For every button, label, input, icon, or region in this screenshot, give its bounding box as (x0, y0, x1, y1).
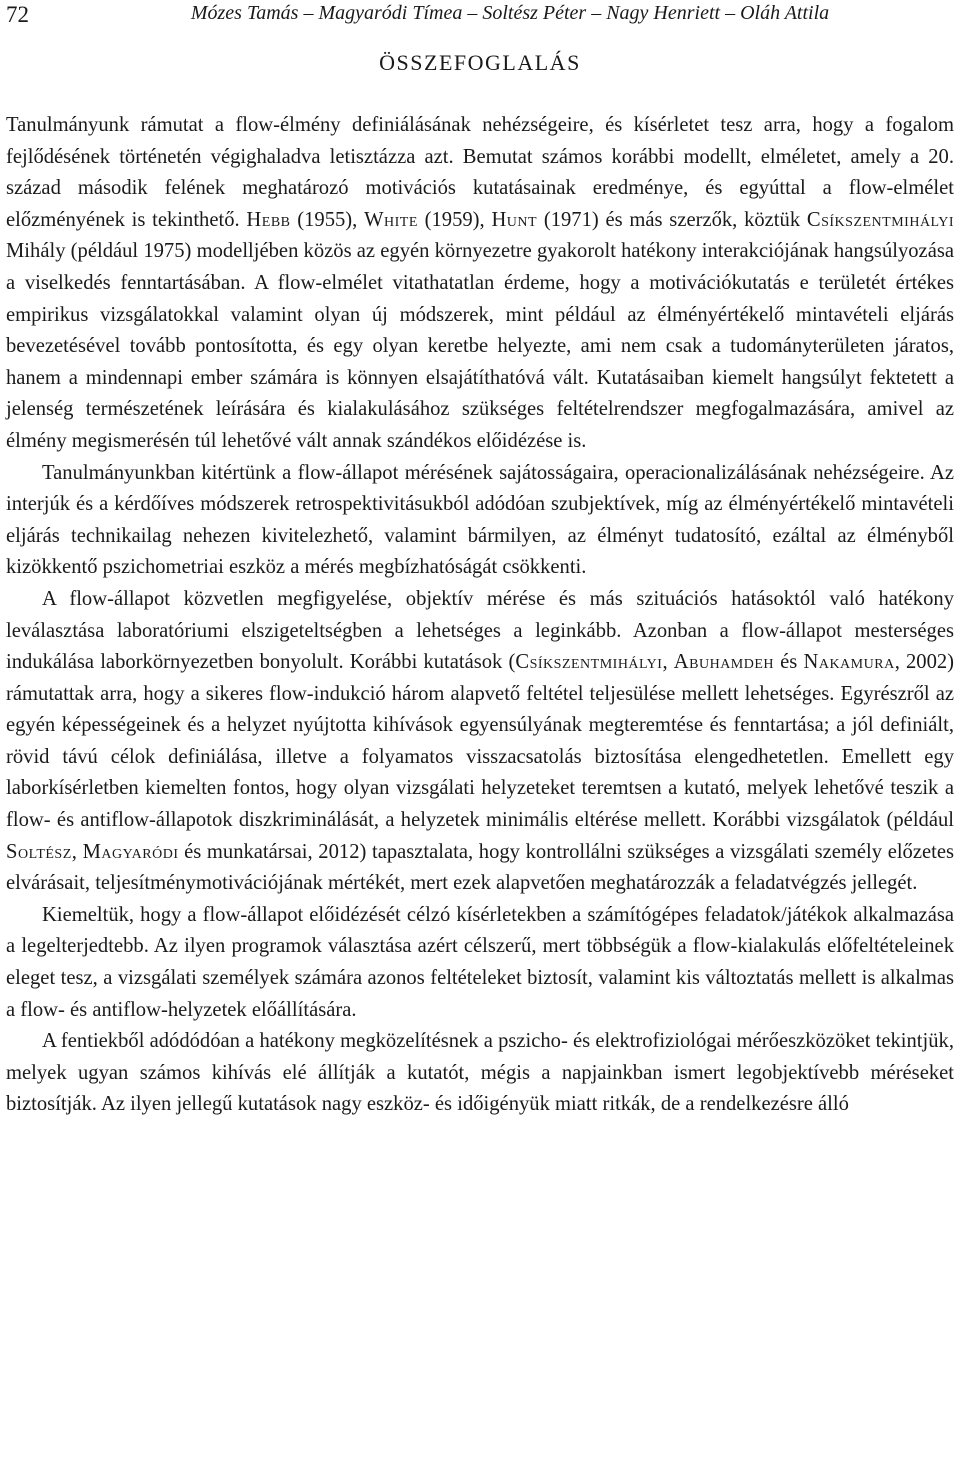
paragraph-2: Tanulmányunkban kitértünk a flow-állapot mérésének sajátosságaira, operacionalizálásának nehézségeire. Az interjúk és a kérdőíves módszerek retrospektivitásukból adódóan szubjektívek, míg az élményértékelő mintavételi eljárás technikailag nehezen kivitelezhető, valamint bármilyen, az élményt tudatosító, ezáltal az élményből kizökkentő pszichometriai eszköz a mérés megbízhatóságát csökkenti. (6, 461, 954, 579)
author-name: White (364, 208, 418, 231)
section-title: ÖSSZEFOGLALÁS (379, 50, 581, 75)
author-name: Hunt (491, 208, 538, 231)
author-name: Csíkszentmihályi (515, 651, 663, 674)
paragraph-1: Tanulmányunk rámutat a flow-élmény definiálásának nehézségeire, és kísérletet tesz arra, hogy a fogalom fejlődésének történetén végighaladva letisztázza azt. Bemutat számos korábbi modellt, elméletet, amely a 20. század második felének meghatározó motivációs kutatásainak eredménye, és egyúttal a flow-elmélet előzményének is tekinthető. Hebb (1955), White (1959), Hunt (1971) és más szerzők, köztük Csíkszentmihályi Mihály (például 1975) modelljében közös az egyén környezetre gyakorolt hatékony interakciójának hangsúlyozása a viselkedés fenntartásában. A flow-elmélet vitathatatlan érdeme, hogy a motivációkutatás e területét értékes empirikus vizsgálatokkal valamint olyan új módszerek, mint például az élményértékelő mintavételi eljárás bevezetésével tovább pontosította, és egy olyan keretbe helyezte, ami nem csak a tudományterületen járatos, hanem a mindennapi ember számára is könnyen elsajátíthatóvá vált. Kutatásaiban kiemelt hangsúlyt fektetett a jelenség természetének leírására és kialakulásához szükséges feltételrendszer megfogalmazására, amivel az élmény megismerésén túl lehetővé vált annak szándékos előidézése is. (6, 114, 954, 452)
author-name: Csíkszentmihályi (806, 208, 954, 231)
running-head-authors: Mózes Tamás – Magyaródi Tímea – Soltész Péter – Nagy Henriett – Oláh Attila (190, 2, 830, 24)
author-name: Magyaródi (82, 840, 179, 863)
author-name: Soltész (6, 840, 72, 863)
page-number: 72 (6, 2, 29, 27)
author-name: Nakamura (803, 651, 895, 674)
paragraph-5: A fentiekből adódódóan a hatékony megközelítésnek a pszicho- és elektrofiziológai mérőeszközöket tekintjük, melyek ugyan számos kihívás elé állítják a kutatót, mégis a napjainkban ismert legobjektívebb méréseket biztosítják. Az ilyen jellegű kutatások nagy eszköz- és időigényük miatt ritkák, de a rendelkezésre álló (6, 1030, 954, 1116)
author-name: Abuhamdeh (673, 651, 775, 674)
article-body (6, 110, 954, 1121)
paragraph-3: A flow-állapot közvetlen megfigyelése, objektív mérése és más szituációs hatásoktól való hatékony leválasztása laboratóriumi elszigeteltségben a lehetséges a leginkább. Azonban a flow-állapot mesterséges indukálása laborkörnyezetben bonyolult. Korábbi kutatások (Csíkszentmihályi, Abuhamdeh és Nakamura, 2002) rámutattak arra, hogy a sikeres flow-indukció három alapvető feltétel teljesülése mellett lehetséges. Egyrészről az egyén képességeinek és a helyzet nyújtotta kihívások egyensúlyának megteremtése és fenntartása; a jól definiált, rövid távú célok definiálása, illetve a folyamatos visszacsatolás biztosítása elengedhetetlen. Emellett egy laborkísérletben kiemelten fontos, hogy olyan vizsgálati helyzeteket teremtsen a kutató, melyek lehetővé teszik a flow- és antiflow-állapotok diszkriminálását, a helyzetek minimális eltérése mellett. Korábbi vizsgálatok (például Soltész, Magyaródi és munkatársai, 2012) tapasztalata, hogy kontrollálni szükséges a vizsgálati személy előzetes elvárásait, teljesítménymotivációjának mértékét, mert ezek alapvetően meghatározzák a feladatvégzés jellegét. (6, 587, 955, 895)
running-header (6, 0, 954, 30)
author-name: Hebb (246, 208, 291, 231)
paragraph-4: Kiemeltük, hogy a flow-állapot előidézését célzó kísérletekben a számítógépes feladatok/játékok alkalmazása a legelterjedtebb. Az ilyen programok választása azért célszerű, mert többségük a flow-kialakulás előfeltételeinek eleget tesz, a vizsgálati személyek számára azonos feltételeket biztosít, valamint kis változtatás mellett is alkalmas a flow- és antiflow-helyzetek előállítására. (6, 903, 954, 1021)
